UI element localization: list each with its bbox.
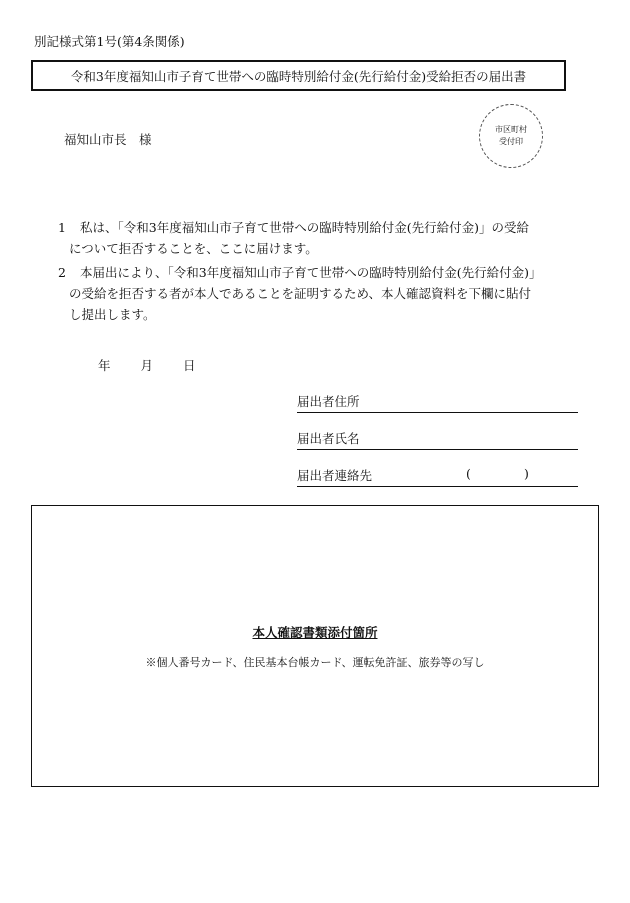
paragraph-line: 本届出により、「令和3年度福知山市子育て世帯への臨時特別給付金(先行給付金)」 — [80, 265, 542, 280]
paragraph-1 — [58, 217, 529, 259]
applicant-address-label: 届出者住所 — [297, 394, 360, 409]
attachment-note: ※個人番号カード、住民基本台帳カード、運転免許証、旅券等の写し — [145, 656, 485, 669]
applicant-contact-field[interactable] — [297, 466, 578, 487]
document-title: 令和3年度福知山市子育て世帯への臨時特別給付金(先行給付金)受給拒否の届出書 — [70, 68, 527, 84]
form-number: 別記様式第1号(第4条関係) — [34, 34, 185, 49]
applicant-name-field[interactable] — [297, 429, 578, 450]
applicant-name-label: 届出者氏名 — [297, 431, 360, 446]
stamp-label-line2: 受付印 — [499, 137, 523, 146]
date-day-label: 日 — [183, 358, 196, 373]
paragraph-number: 1 — [58, 220, 66, 235]
paragraph-line: 私は、「令和3年度福知山市子育て世帯への臨時特別給付金(先行給付金)」の受給 — [80, 220, 529, 235]
id-document-attachment-area[interactable] — [31, 505, 599, 787]
date-line — [98, 356, 196, 374]
paragraph-number: 2 — [58, 265, 66, 280]
document-title-box — [31, 60, 566, 91]
contact-paren-close: ) — [524, 466, 529, 481]
date-year-label: 年 — [98, 358, 111, 373]
applicant-contact-label: 届出者連絡先 — [297, 468, 373, 483]
contact-paren-open: ( — [466, 466, 471, 481]
stamp-label-line1: 市区町村 — [495, 125, 527, 134]
paragraph-line: の受給を拒否する者が本人であることを証明するため、本人確認資料を下欄に貼付 — [69, 286, 532, 301]
paragraph-2 — [58, 262, 541, 325]
attachment-heading: 本人確認書類添付箇所 — [252, 625, 378, 640]
applicant-address-field[interactable] — [297, 392, 578, 413]
addressee: 福知山市長 様 — [64, 132, 152, 147]
reception-stamp-area — [479, 104, 543, 168]
date-month-label: 月 — [140, 358, 154, 373]
paragraph-line: し提出します。 — [69, 307, 156, 322]
paragraph-line: について拒否することを、ここに届けます。 — [69, 241, 318, 256]
